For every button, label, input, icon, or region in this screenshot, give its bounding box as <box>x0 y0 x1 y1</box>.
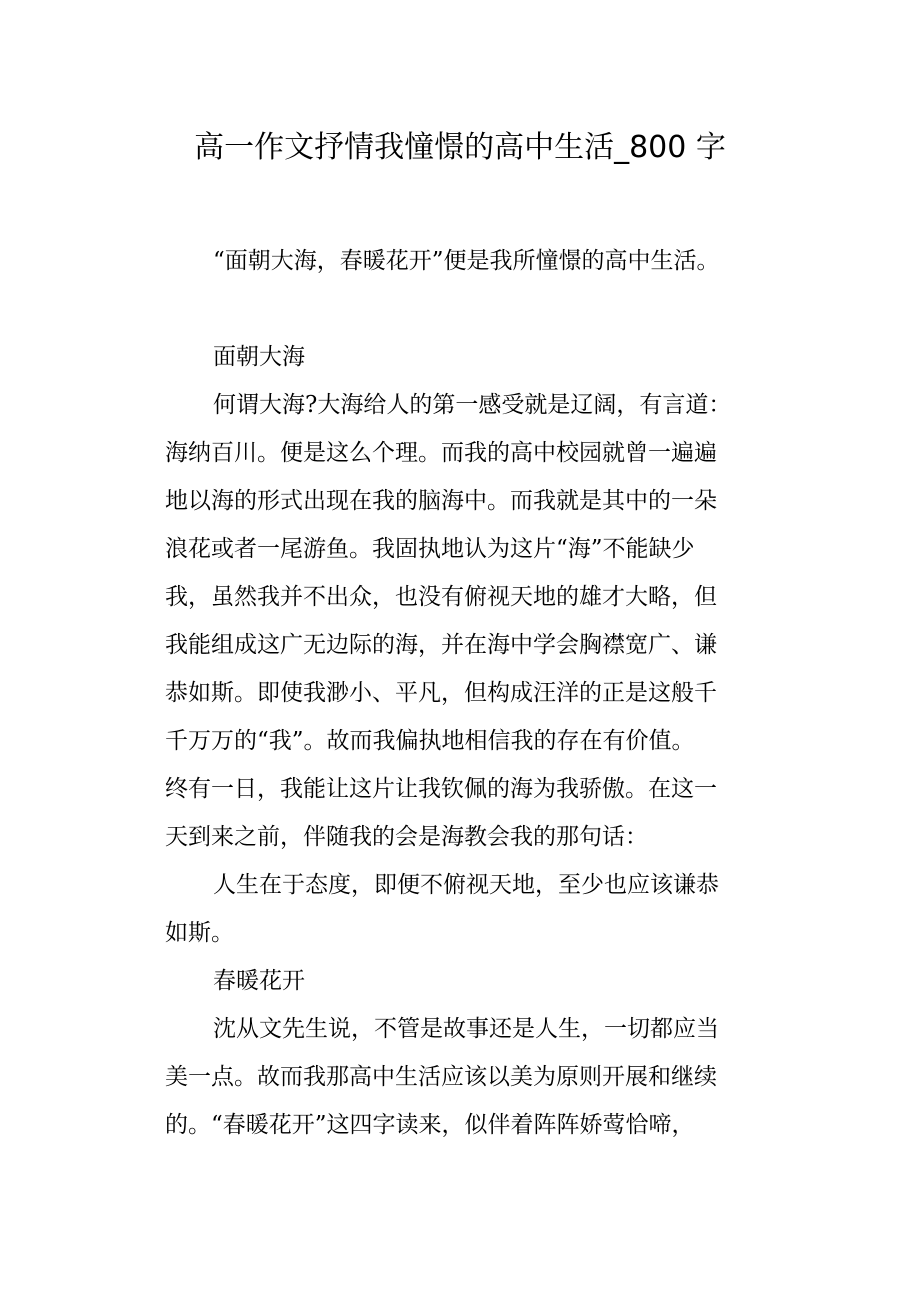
paragraph-line: 天到来之前，伴随我的会是海教会我的那句话： <box>165 824 648 850</box>
paragraph-line: 终有一日，我能让这片让我钦佩的海为我骄傲。在这一 <box>165 776 717 802</box>
section1-paragraph1 <box>165 381 755 861</box>
paragraph-line: 地以海的形式出现在我的脑海中。而我就是其中的一朵 <box>165 488 717 514</box>
document-title: 高一作文抒情我憧憬的高中生活_800 字 <box>194 130 726 165</box>
section-heading-text: 面朝大海 <box>213 344 305 370</box>
paragraph-line: 恭如斯。即使我渺小、平凡，但构成汪洋的正是这般千 <box>165 680 717 706</box>
paragraph-line: 我能组成这广无边际的海，并在海中学会胸襟宽广、谦 <box>165 632 717 658</box>
paragraph-line: 沈从文先生说，不管是故事还是人生，一切都应当 <box>213 1016 719 1042</box>
section-heading-chunnuanhuakai <box>165 957 755 1005</box>
paragraph-line: 浪花或者一尾游鱼。我固执地认为这片“海”不能缺少 <box>165 536 695 562</box>
section1-paragraph2 <box>165 861 755 957</box>
paragraph-line: 海纳百川。便是这么个理。而我的高中校园就曾一遍遍 <box>165 440 717 466</box>
intro-line: “面朝大海，春暖花开”便是我所憧憬的高中生活。 <box>213 248 720 274</box>
paragraph-line: 何谓大海?大海给人的第一感受就是辽阔，有言道： <box>213 392 732 418</box>
paragraph-line: 我，虽然我并不出众，也没有俯视天地的雄才大略，但 <box>165 584 717 610</box>
paragraph-line: 人生在于态度，即便不俯视天地，至少也应该谦恭 <box>213 872 719 898</box>
paragraph-line: 千万万的“我”。故而我偏执地相信我的存在有价值。 <box>165 728 695 754</box>
paragraph-line: 美一点。故而我那高中生活应该以美为原则开展和继续 <box>165 1064 717 1090</box>
paragraph-line: 的。“春暖花开”这四字读来，似伴着阵阵娇莺恰啼， <box>165 1112 695 1138</box>
intro-paragraph <box>165 237 755 285</box>
section2-paragraph1 <box>165 1005 755 1149</box>
section-heading-mianchaodahai <box>165 333 755 381</box>
paragraph-line: 如斯。 <box>165 920 234 946</box>
section-heading-text: 春暖花开 <box>213 968 305 994</box>
